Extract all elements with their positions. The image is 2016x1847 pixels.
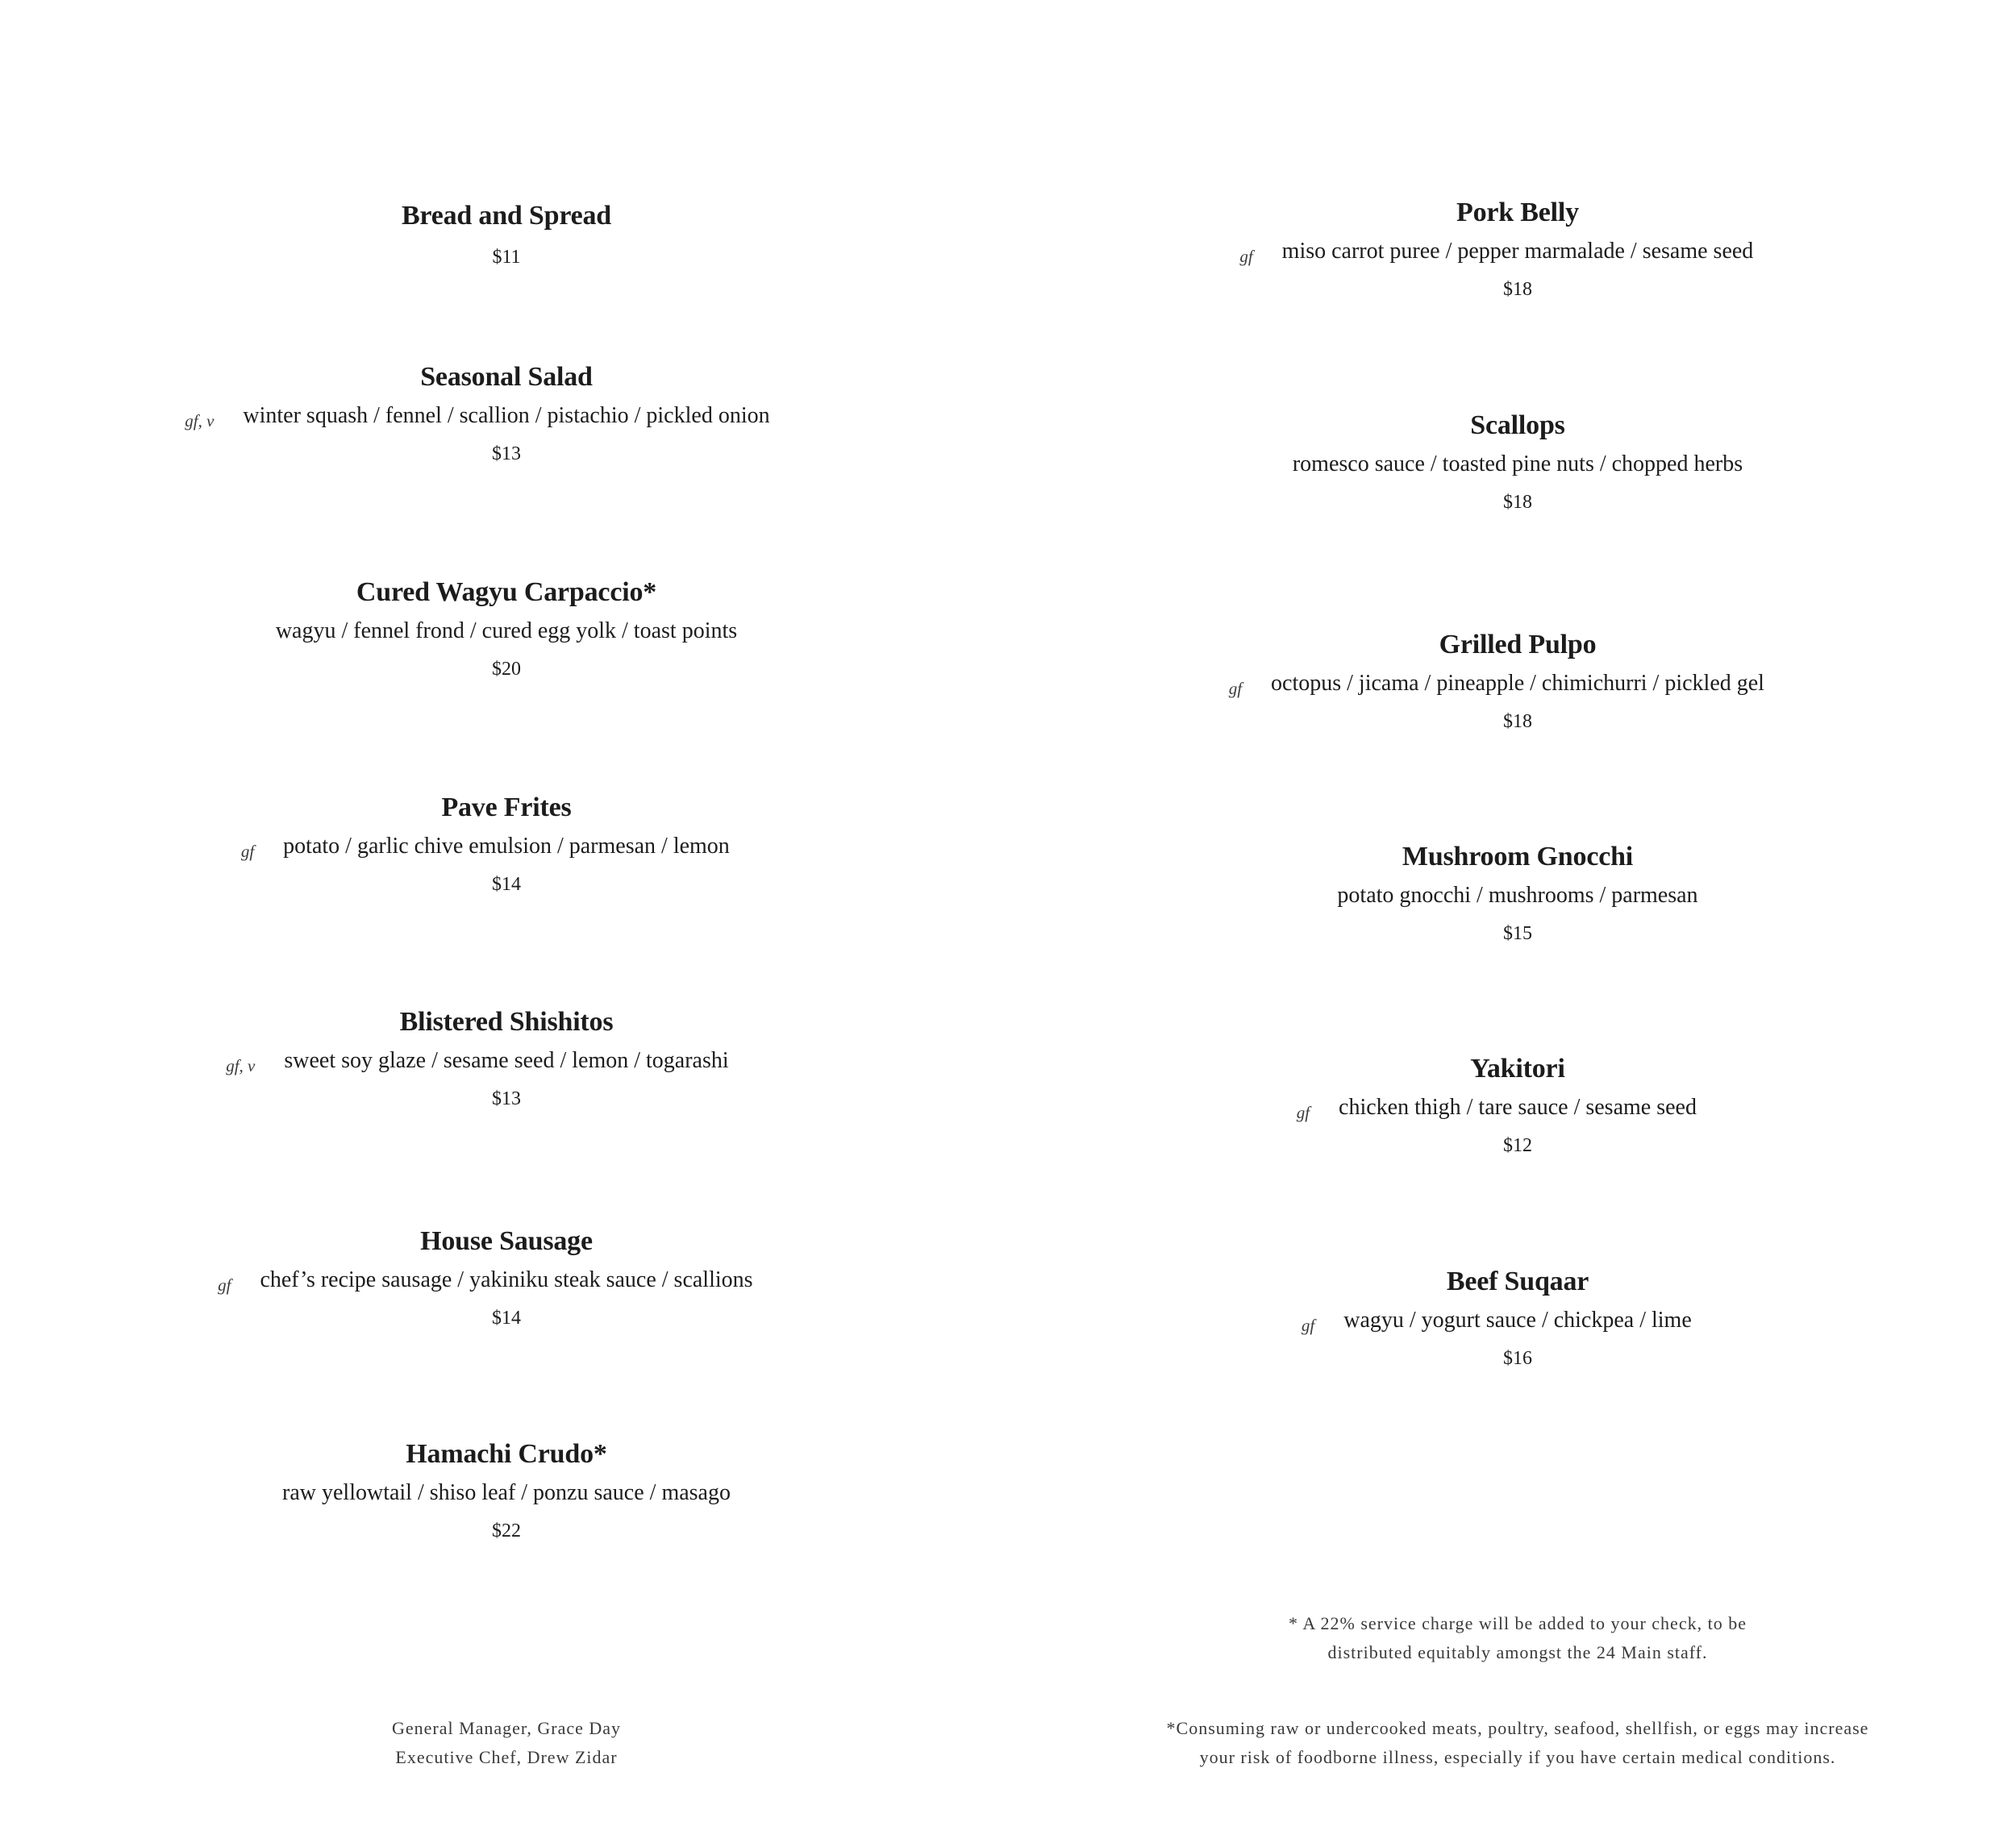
menu-item-mushroom-gnocchi	[1074, 841, 1961, 947]
item-name: Bread and Spread	[401, 201, 612, 231]
item-name: Yakitori	[1470, 1054, 1565, 1084]
dietary-tag: gf	[1296, 1103, 1310, 1122]
item-description-text: chef’s recipe sausage / yakiniku steak sauce / scallions	[260, 1267, 753, 1292]
service-charge-line-1: * A 22% service charge will be added to your check, to be	[1289, 1613, 1747, 1633]
item-price: $14	[492, 874, 521, 895]
item-description	[1074, 235, 1961, 268]
item-price: $18	[1503, 711, 1532, 732]
menu-item-house-sausage	[63, 1225, 950, 1332]
item-description	[63, 1264, 950, 1296]
item-name: Cured Wagyu Carpaccio*	[356, 577, 657, 607]
item-description-text: octopus / jicama / pineapple / chimichurri / pickled gel	[1271, 671, 1764, 696]
item-description-text: winter squash / fennel / scallion / pistachio / pickled onion	[243, 403, 770, 428]
menu-item-seasonal-salad	[63, 361, 950, 468]
menu-item-grilled-pulpo	[1074, 629, 1961, 735]
item-price: $11	[492, 247, 521, 268]
executive-chef-credit: Executive Chef, Drew Zidar	[395, 1747, 618, 1767]
item-description	[1074, 1092, 1961, 1124]
dietary-tag: gf	[1301, 1316, 1315, 1335]
item-price: $22	[492, 1520, 521, 1541]
item-description-text: romesco sauce / toasted pine nuts / chopped herbs	[1292, 451, 1743, 476]
item-description-text: wagyu / yogurt sauce / chickpea / lime	[1343, 1308, 1692, 1333]
menu-item-bread-and-spread	[63, 200, 950, 271]
menu-item-yakitori	[1074, 1053, 1961, 1159]
menu-item-cured-wagyu-carpaccio	[63, 576, 950, 683]
item-description	[63, 830, 950, 863]
menu-item-beef-suqaar	[1074, 1266, 1961, 1372]
item-price: $20	[492, 659, 521, 680]
item-description	[1074, 880, 1961, 912]
dietary-tag: gf	[1239, 247, 1253, 266]
item-price: $18	[1503, 492, 1532, 513]
item-name: Mushroom Gnocchi	[1402, 842, 1634, 872]
item-description-text: raw yellowtail / shiso leaf / ponzu sauce / masago	[282, 1480, 731, 1505]
item-description	[1074, 1304, 1961, 1337]
item-description-text: potato / garlic chive emulsion / parmesan / lemon	[283, 834, 730, 859]
food-safety-line-1: *Consuming raw or undercooked meats, poultry, seafood, shellfish, or eggs may increase	[1166, 1718, 1869, 1738]
item-name: Pork Belly	[1456, 198, 1579, 227]
dietary-tag: gf, v	[226, 1056, 256, 1075]
item-description-text: chicken thigh / tare sauce / sesame seed	[1339, 1095, 1697, 1120]
item-name: House Sausage	[420, 1226, 593, 1256]
dietary-tag: gf	[218, 1275, 231, 1295]
staff-credits	[63, 1714, 950, 1772]
general-manager-credit: General Manager, Grace Day	[391, 1718, 622, 1738]
dietary-tag: gf	[240, 842, 255, 861]
item-price: $18	[1503, 279, 1532, 300]
item-price: $12	[1503, 1135, 1532, 1156]
menu-item-scallops	[1074, 410, 1961, 516]
item-price: $16	[1503, 1348, 1532, 1369]
service-charge-line-2: distributed equitably amongst the 24 Main staff.	[1327, 1642, 1708, 1662]
item-name: Beef Suqaar	[1446, 1267, 1589, 1296]
item-description-text: miso carrot puree / pepper marmalade / sesame seed	[1281, 239, 1754, 264]
item-name: Pave Frites	[441, 792, 572, 822]
item-description-text: potato gnocchi / mushrooms / parmesan	[1337, 883, 1698, 908]
dietary-tag: gf, v	[185, 411, 215, 431]
item-price: $13	[492, 443, 521, 464]
item-name: Grilled Pulpo	[1439, 630, 1597, 659]
item-description	[63, 1477, 950, 1509]
item-description-text: sweet soy glaze / sesame seed / lemon / togarashi	[284, 1048, 729, 1073]
dietary-tag: gf	[1228, 679, 1243, 698]
menu-item-pork-belly	[1074, 197, 1961, 303]
service-charge-note	[1074, 1609, 1961, 1667]
menu-item-blistered-shishitos	[63, 1006, 950, 1113]
item-name: Seasonal Salad	[420, 362, 593, 392]
item-price: $15	[1503, 923, 1532, 944]
item-description	[63, 400, 950, 432]
menu-item-hamachi-crudo	[63, 1438, 950, 1545]
item-name: Blistered Shishitos	[399, 1007, 614, 1037]
item-price: $14	[492, 1308, 521, 1329]
item-price: $13	[492, 1088, 521, 1109]
item-name: Scallops	[1470, 410, 1565, 440]
menu-item-pave-frites	[63, 792, 950, 898]
item-description-text: wagyu / fennel frond / cured egg yolk / toast points	[275, 618, 738, 643]
food-safety-line-2: your risk of foodborne illness, especially if you have certain medical conditions.	[1199, 1747, 1836, 1767]
food-safety-note	[1034, 1714, 2001, 1772]
item-name: Hamachi Crudo*	[406, 1439, 607, 1469]
item-description	[1074, 448, 1961, 480]
item-description	[63, 615, 950, 647]
item-description	[63, 1045, 950, 1077]
item-description	[1074, 668, 1961, 700]
